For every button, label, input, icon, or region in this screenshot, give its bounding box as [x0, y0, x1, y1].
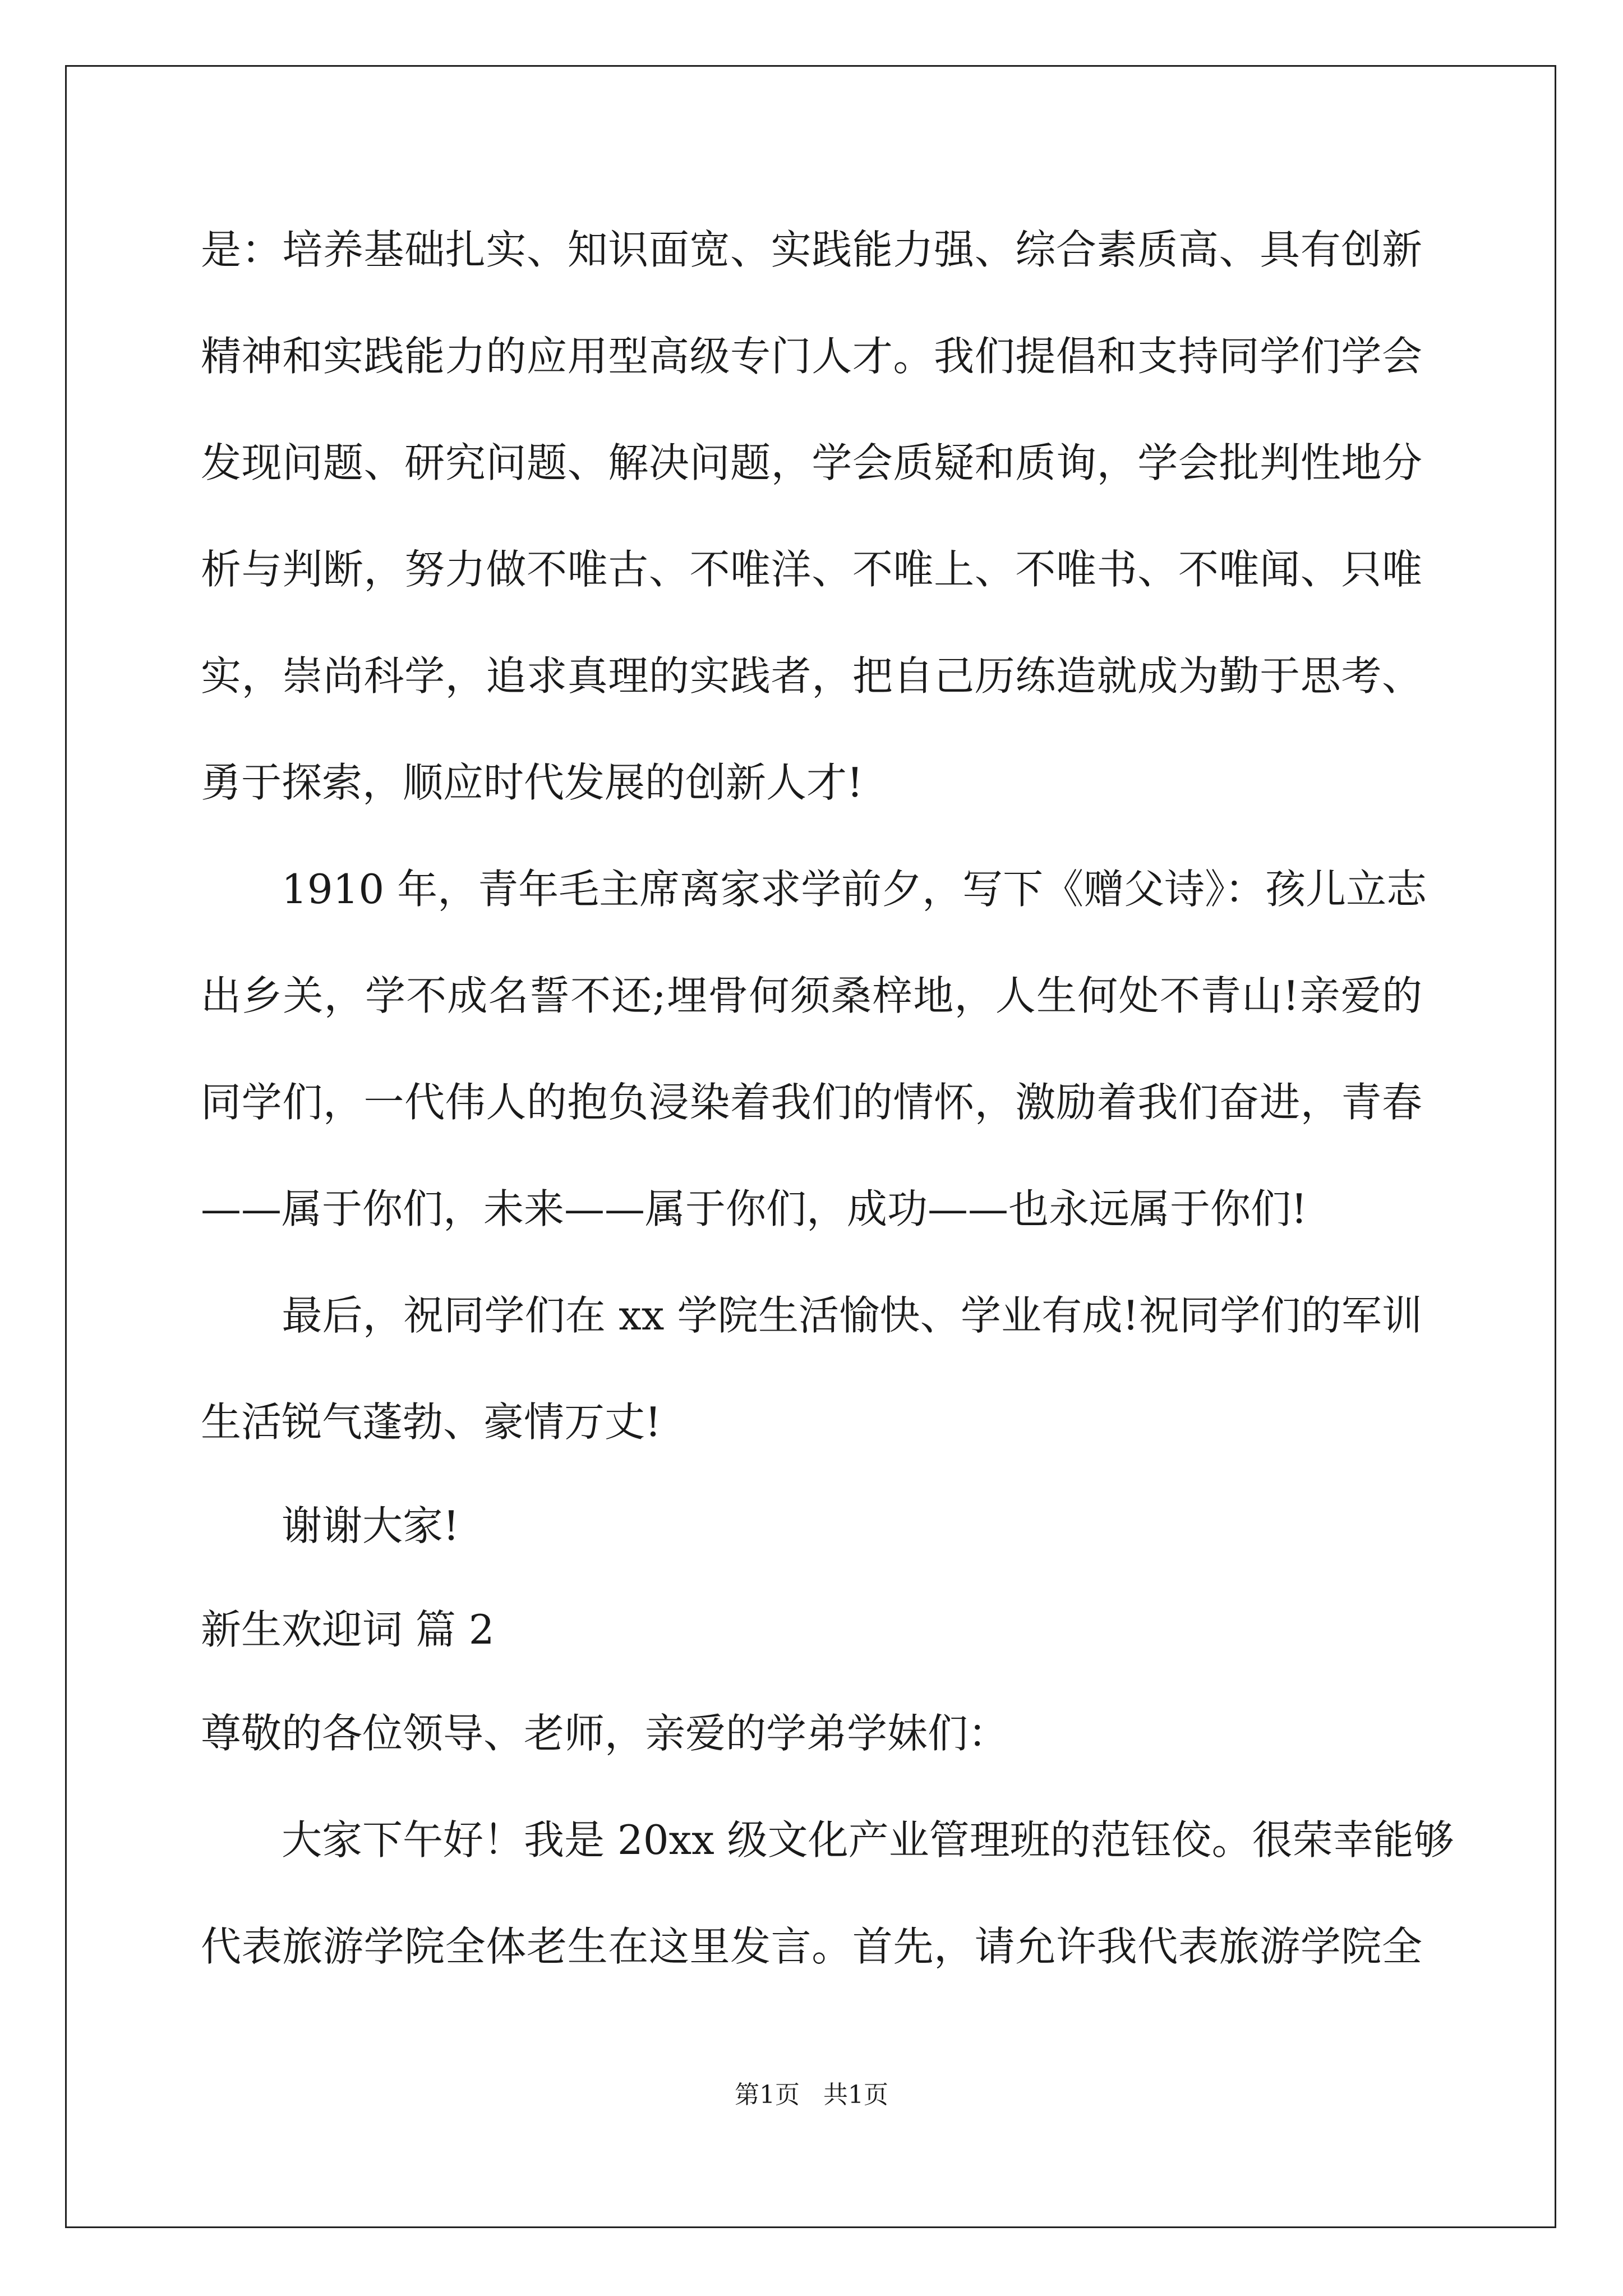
section-heading: 新生欢迎词 篇 2 [201, 1606, 495, 1653]
body-text-line: 实，崇尚科学，追求真理的实践者，把自己历练造就成为勤于思考、 [201, 652, 1422, 700]
body-text-line: 1910 年，青年毛主席离家求学前夕，写下《赠父诗》：孩儿立志 [201, 866, 1427, 913]
body-text-line: 析与判断，努力做不唯古、不唯洋、不唯上、不唯书、不唯闻、只唯 [201, 546, 1422, 593]
page-footer: 第1页 共1页 [735, 2081, 888, 2109]
body-text-line: 精神和实践能力的应用型高级专门人才。我们提倡和支持同学们学会 [201, 333, 1422, 380]
body-text-line: 发现问题、研究问题、解决问题，学会质疑和质询，学会批判性地分 [201, 439, 1422, 486]
body-text-line: 同学们，一代伟人的抱负浸染着我们的情怀，激励着我们奋进，青春 [201, 1079, 1422, 1126]
body-text-line: 勇于探索，顺应时代发展的创新人才! [201, 759, 863, 806]
salutation: 尊敬的各位领导、老师，亲爱的学弟学妹们： [201, 1710, 1009, 1757]
body-text-line: 最后，祝同学们在 xx 学院生活愉快、学业有成!祝同学们的军训 [201, 1292, 1422, 1339]
body-text-line: 是：培养基础扎实、知识面宽、实践能力强、综合素质高、具有创新 [201, 226, 1422, 273]
body-text-line: 大家下午好！我是 20xx 级文化产业管理班的范钰佼。很荣幸能够 [201, 1816, 1454, 1864]
body-text-line: 谢谢大家! [201, 1502, 459, 1549]
body-text-line: 生活锐气蓬勃、豪情万丈! [201, 1398, 661, 1446]
body-text-line: 代表旅游学院全体老生在这里发言。首先，请允许我代表旅游学院全 [201, 1923, 1422, 1970]
body-text-line: 出乡关，学不成名誓不还;埋骨何须桑梓地，人生何处不青山!亲爱的 [201, 972, 1422, 1019]
page-border [65, 65, 1556, 2228]
body-text-line: ——属于你们，未来——属于你们，成功——也永远属于你们! [201, 1185, 1307, 1232]
